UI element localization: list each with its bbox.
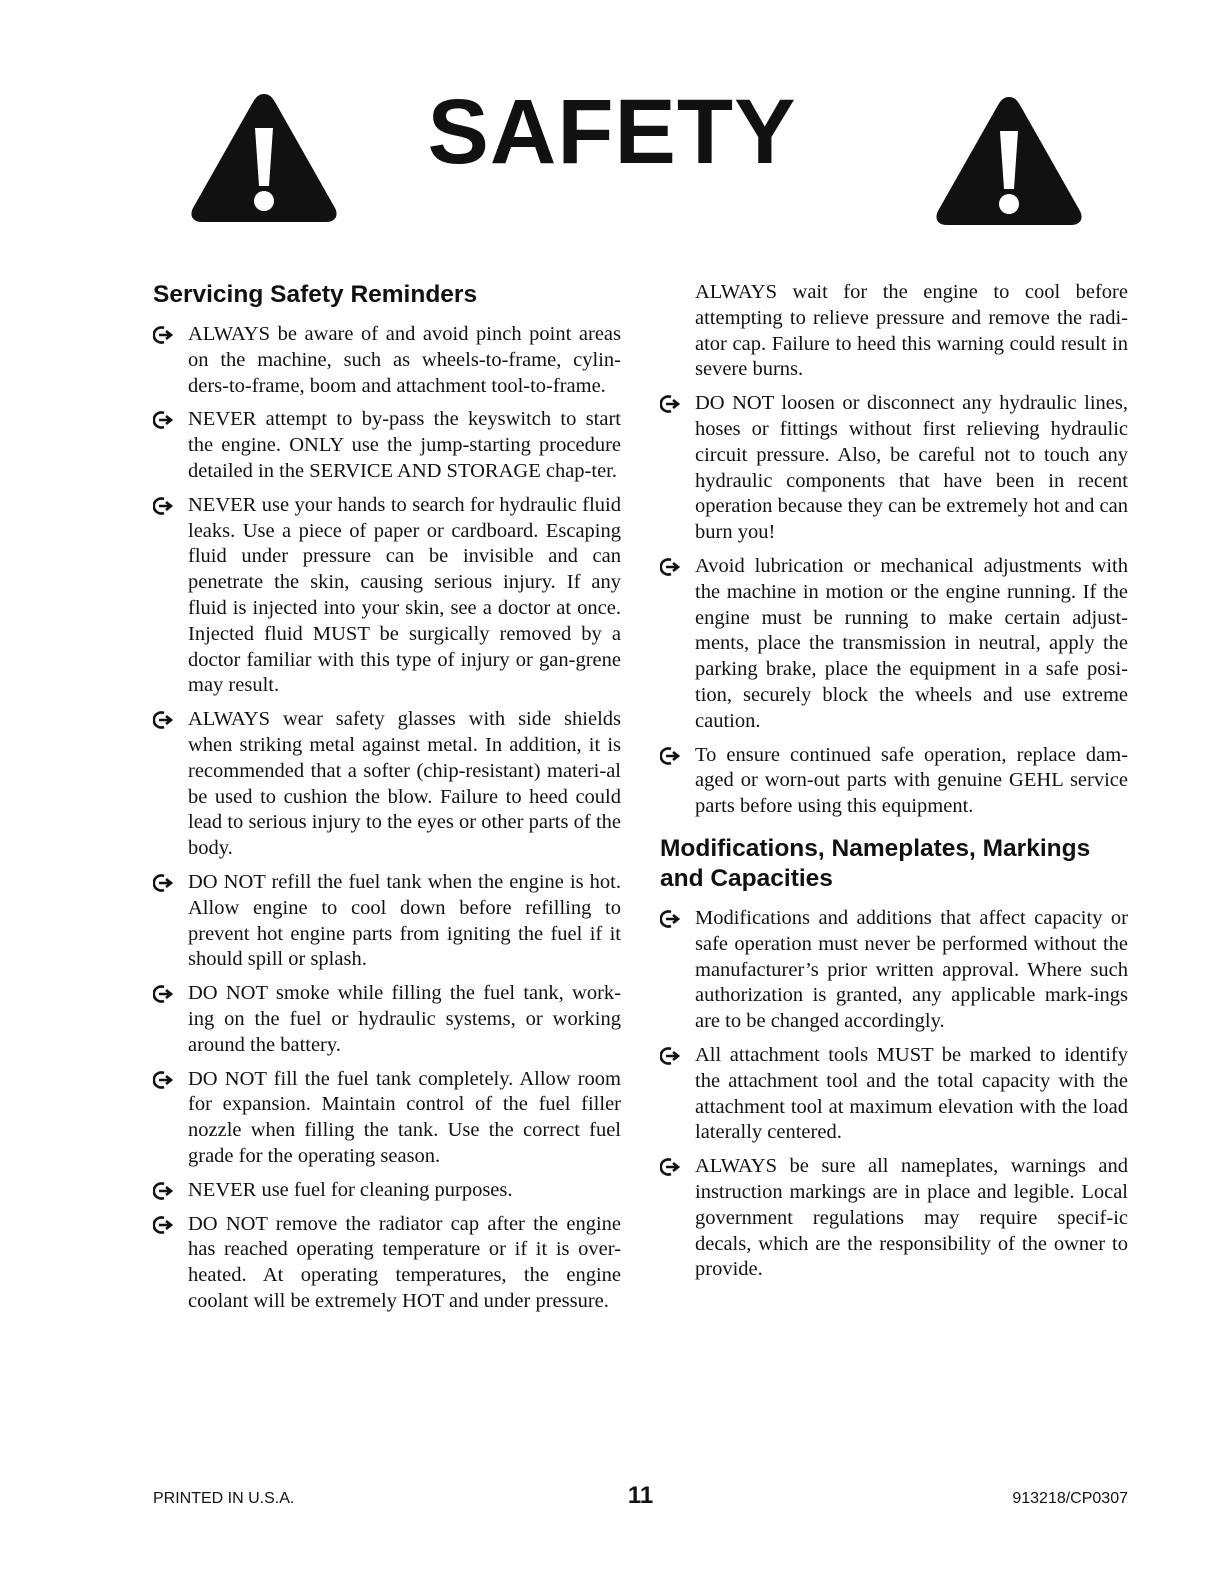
list-item: ALWAYS be aware of and avoid pinch point areas on the machine, such as wheels-to-frame, cylin-ders-to-frame, boom and attachment tool-to-frame. bbox=[153, 322, 621, 399]
list-item: NEVER attempt to by-pass the keyswitch to start the engine. ONLY use the jump-starting procedure detailed in the SERVICE AND STORAGE chap-ter. bbox=[153, 407, 621, 484]
page-number: 11 bbox=[627, 1482, 654, 1509]
arrow-right-circle-icon bbox=[660, 746, 680, 766]
list-item: ALWAYS be sure all nameplates, warnings and instruction markings are in place and legible. Local government regulations may require specif-ic decals, which are the responsibility of the owner to provide. bbox=[660, 1154, 1128, 1283]
left-column bbox=[153, 280, 621, 1323]
arrow-right-circle-icon bbox=[660, 1157, 680, 1177]
list-item: Avoid lubrication or mechanical adjustments with the machine in motion or the engine running. If the engine must be running to make certain adjust-ments, place the transmission in neutral, apply the parking brake, place the equipment in a safe posi-tion, securely block the wheels and use extreme caution. bbox=[660, 554, 1128, 735]
arrow-right-circle-icon bbox=[153, 410, 173, 430]
arrow-right-circle-icon bbox=[153, 1215, 173, 1235]
page-title: SAFETY bbox=[427, 81, 797, 183]
servicing-reminders-list-continued bbox=[660, 391, 1128, 820]
arrow-right-circle-icon bbox=[660, 394, 680, 414]
section-heading-servicing: Servicing Safety Reminders bbox=[153, 281, 478, 308]
arrow-right-circle-icon bbox=[660, 909, 680, 929]
arrow-right-circle-icon bbox=[153, 1181, 173, 1201]
list-item: ALWAYS wear safety glasses with side shields when striking metal against metal. In addition, it is recommended that a softer (chip-resistant) materi-al be used to cushion the blow. Failure to heed could lead to serious injury to the eyes or other parts of the body. bbox=[153, 707, 621, 862]
servicing-reminders-list bbox=[153, 322, 621, 1315]
footer-document-code: 913218/CP0307 bbox=[1012, 1490, 1128, 1507]
list-item: DO NOT remove the radiator cap after the engine has reached operating temperature or if it is over-heated. At operating temperatures, the engine coolant will be extremely HOT and under pressure. bbox=[153, 1212, 621, 1315]
arrow-right-circle-icon bbox=[153, 1070, 173, 1090]
arrow-right-circle-icon bbox=[153, 873, 173, 893]
arrow-right-circle-icon bbox=[153, 984, 173, 1004]
list-item: All attachment tools MUST be marked to identify the attachment tool and the total capacity with the attachment tool at maximum elevation with the load laterally centered. bbox=[660, 1043, 1128, 1146]
continuation-paragraph: ALWAYS wait for the engine to cool before attempting to relieve pressure and remove the radi-ator cap. Failure to heed this warning could result in severe burns. bbox=[695, 281, 1128, 381]
section-heading-modifications: Modifications, Nameplates, Markings and Capacities bbox=[660, 834, 1091, 892]
list-item: NEVER use fuel for cleaning purposes. bbox=[153, 1178, 621, 1204]
list-item: NEVER use your hands to search for hydraulic fluid leaks. Use a piece of paper or cardboard. Escaping fluid under pressure can be invisible and can penetrate the skin, causing serious injury. If any fluid is injected into your skin, see a doctor at once. Injected fluid MUST be surgically removed by a doctor familiar with this type of injury or gan-grene may result. bbox=[153, 493, 621, 699]
list-item: DO NOT refill the fuel tank when the engine is hot. Allow engine to cool down before refilling to prevent hot engine parts from igniting the fuel if it should spill or splash. bbox=[153, 870, 621, 973]
list-item: DO NOT loosen or disconnect any hydraulic lines, hoses or fittings without first relieving hydraulic circuit pressure. Also, be careful not to touch any hydraulic components that have been in recent operation because they can be extremely hot and can burn you! bbox=[660, 391, 1128, 546]
arrow-right-circle-icon bbox=[153, 496, 173, 516]
arrow-right-circle-icon bbox=[153, 710, 173, 730]
footer-printed-label: PRINTED IN U.S.A. bbox=[153, 1490, 295, 1507]
list-item: To ensure continued safe operation, replace dam-aged or worn-out parts with genuine GEHL service parts before using this equipment. bbox=[660, 743, 1128, 820]
page-footer bbox=[153, 1482, 1128, 1512]
list-item: DO NOT fill the fuel tank completely. Allow room for expansion. Maintain control of the fuel filler nozzle when filling the tank. Use the correct fuel grade for the operating season. bbox=[153, 1067, 621, 1170]
arrow-right-circle-icon bbox=[153, 325, 173, 345]
arrow-right-circle-icon bbox=[660, 1046, 680, 1066]
modifications-list bbox=[660, 906, 1128, 1283]
right-column bbox=[660, 280, 1128, 1291]
list-item: DO NOT smoke while filling the fuel tank, work-ing on the fuel or hydraulic systems, or working around the battery. bbox=[153, 981, 621, 1058]
list-item: Modifications and additions that affect capacity or safe operation must never be performed without the manufacturer’s prior written approval. Where such authorization is granted, any applicable mark-ings are to be changed accordingly. bbox=[660, 906, 1128, 1035]
arrow-right-circle-icon bbox=[660, 557, 680, 577]
